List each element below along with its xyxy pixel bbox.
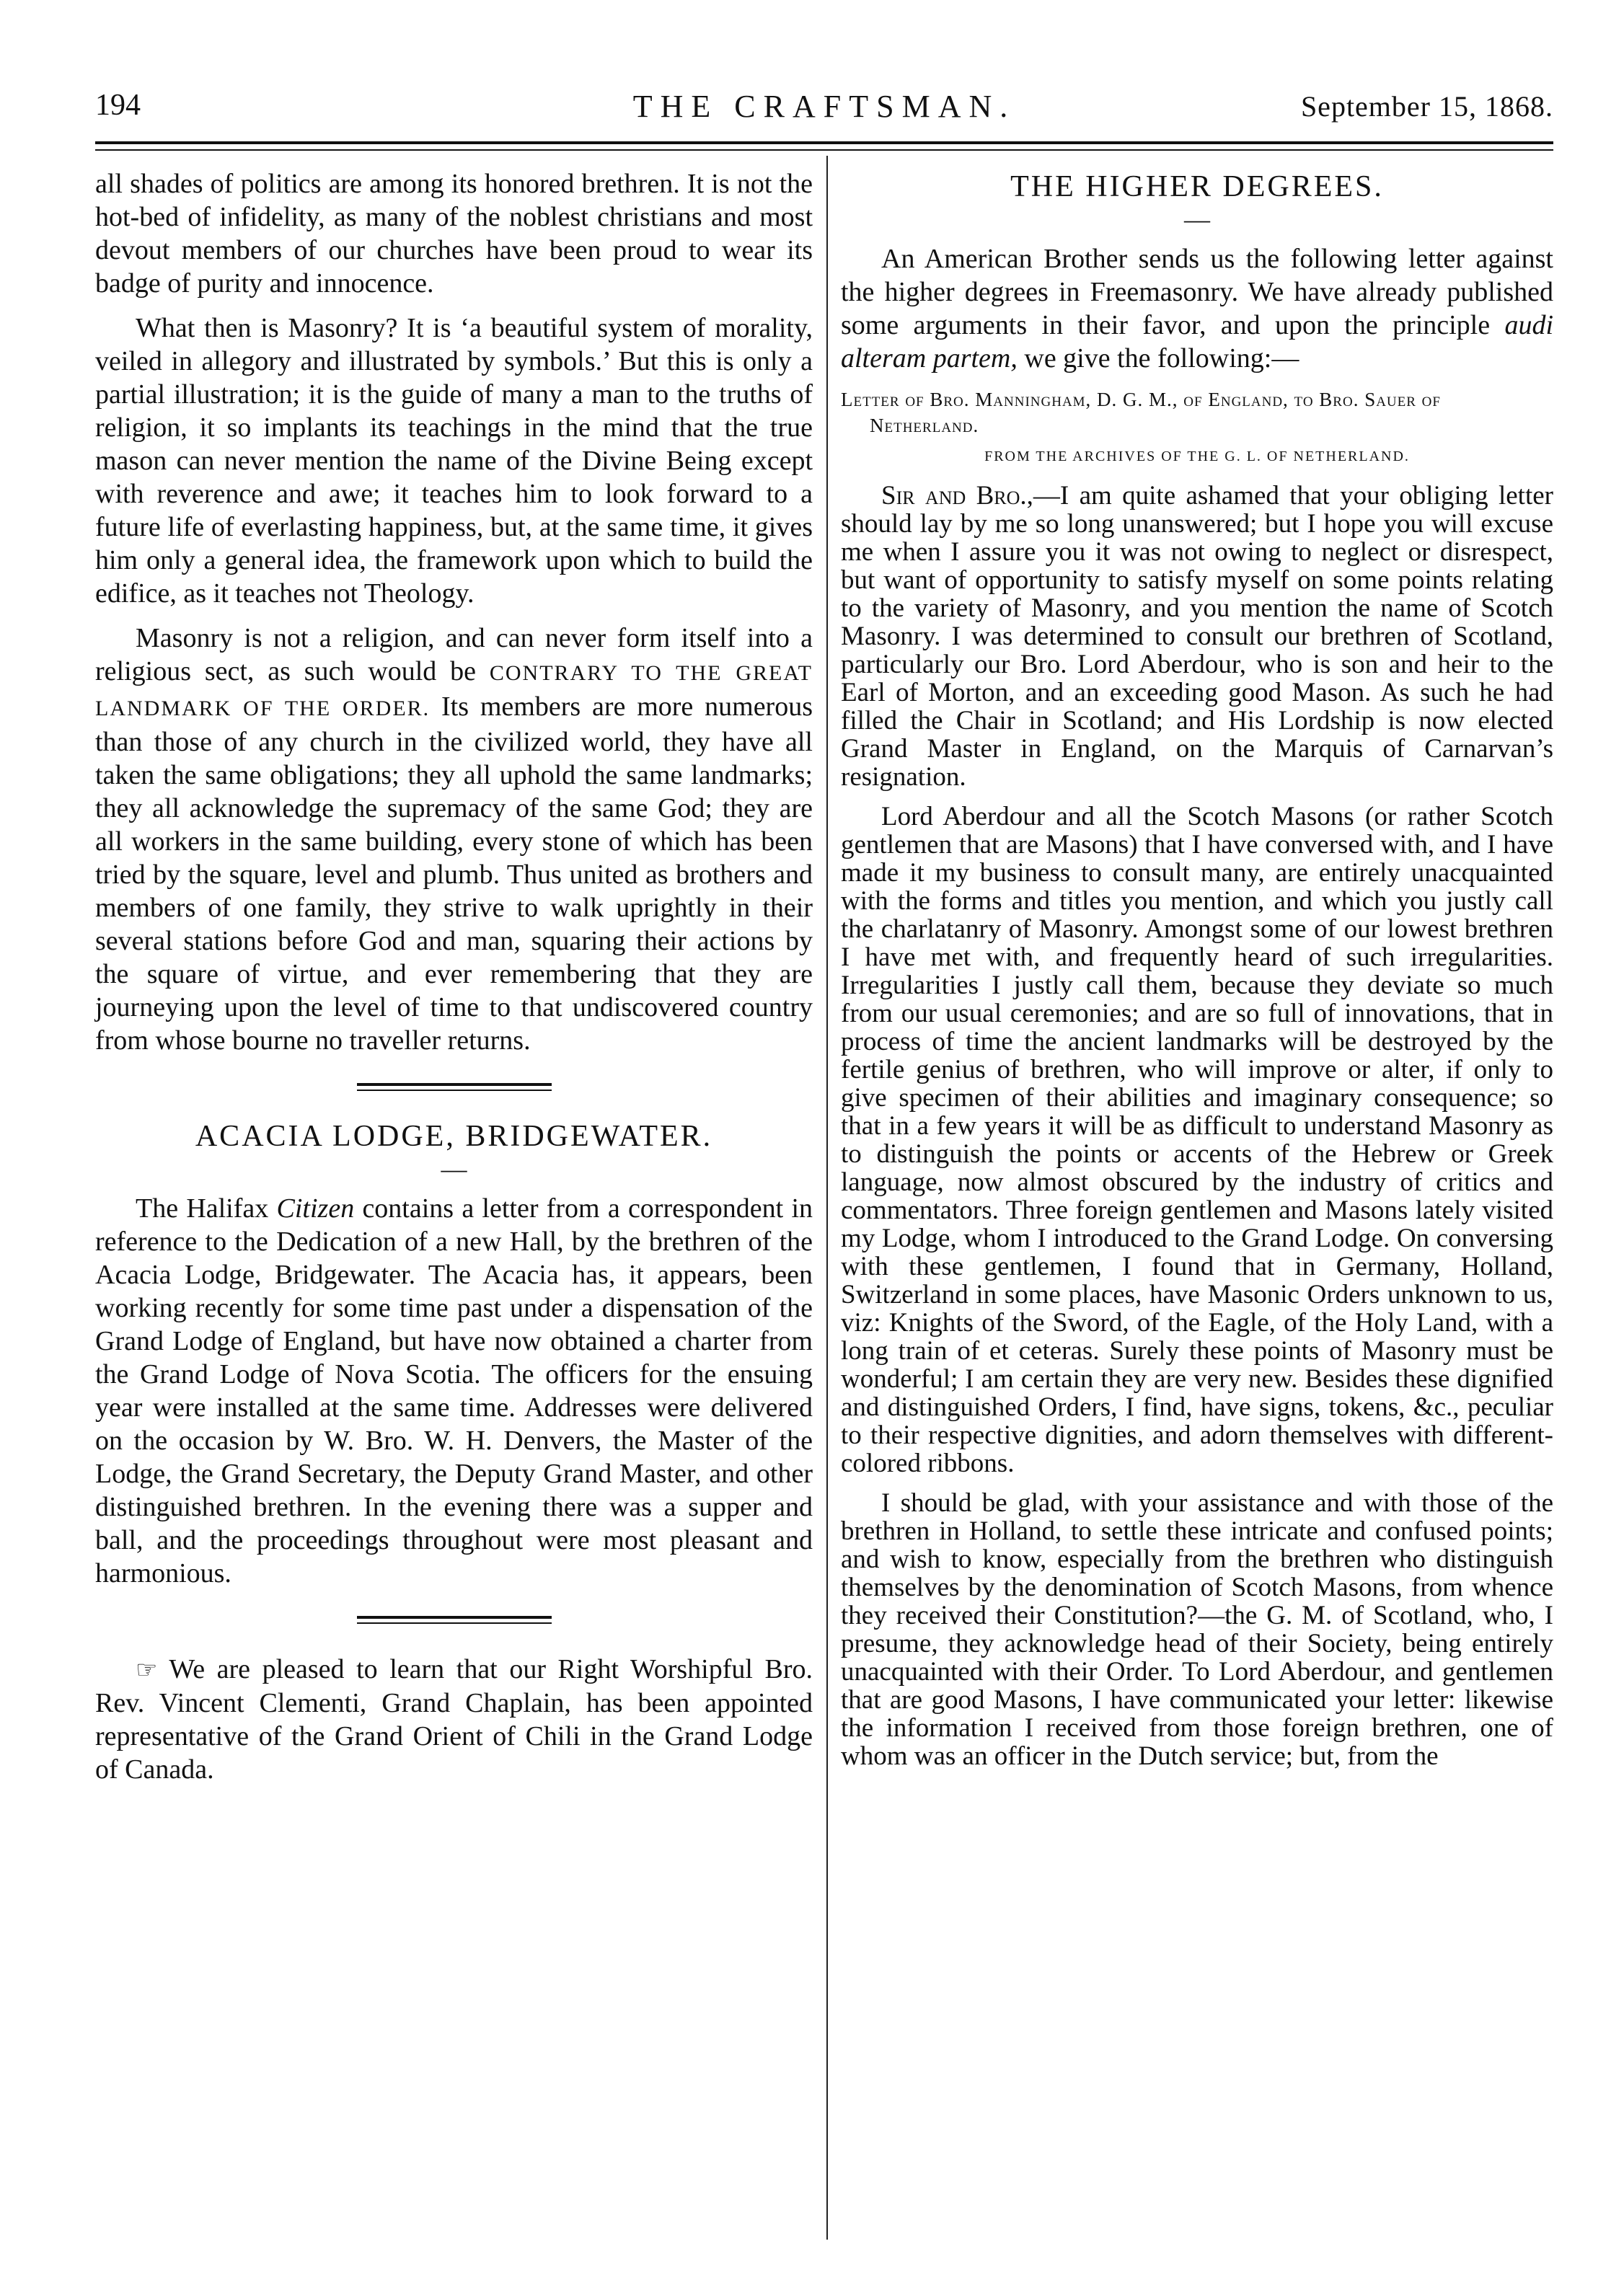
- column-divider: [826, 156, 828, 2240]
- clementi-notice: [95, 1653, 813, 1786]
- right-column: [841, 167, 1553, 1782]
- acacia-start: The Halifax: [136, 1193, 277, 1224]
- left-paragraph-3: [95, 622, 813, 1057]
- letter-paragraph-1: [841, 482, 1553, 791]
- page-header: [95, 88, 1553, 136]
- left-paragraph-3-start: Masonry is not a religion, and can never form itself into a religious sect, as such would be: [95, 623, 813, 686]
- archives-note: FROM THE ARCHIVES OF THE G. L. OF NETHERLAND.: [984, 449, 1410, 464]
- left-column: [95, 167, 813, 1798]
- letter-paragraph-1-text: —I am quite ashamed that your obliging letter should lay by me so long unanswered; but I hope you will excuse me when I assure you it was not owing to neglect or disrespect, but want of opportunity to satisfy myself on some points relating to the variety of Masonry, and you mention the name of Scotch Masonry. I was determined to consult our brethren of Scotland, particularly our Bro. Lord Aberdour, who is son and heir to the Earl of Morton, and an exceeding good Mason. As such he had filled the Chair in Scotland; and His Lordship is now elected Grand Master in England, on the Marquis of Carnarvan’s resignation.: [841, 481, 1553, 792]
- header-rule-thick: [95, 141, 1553, 144]
- intro-start: An American Brother sends us the following letter against the higher degrees in Freemasonry. We have already published some arguments in their favor, and upon the principle: [841, 244, 1553, 340]
- acacia-heading: ACACIA LODGE, BRIDGEWATER.: [195, 1120, 713, 1153]
- acacia-end: contains a letter from a correspondent in reference to the Dedication of a new Hall, by the brethren of the Acacia Lodge, Bridgewater. The Acacia has, it appears, been working recently for some time past under a dispensation of the Grand Lodge of England, but have now obtained a charter from the Grand Lodge of Nova Scotia. The officers for the ensuing year were installed at the same time. Addresses were delivered on the occasion by W. Bro. W. H. Denvers, the Master of the Lodge, the Grand Secretary, the Deputy Grand Master, and other distinguished brethren. In the evening there was a supper and ball, and the proceedings throughout were most pleasant and harmonious.: [95, 1193, 813, 1589]
- intro-end: we give the following:—: [1017, 343, 1299, 374]
- higher-degrees-heading: THE HIGHER DEGREES.: [1010, 170, 1384, 203]
- pointing-hand-icon: ☞: [136, 1656, 158, 1684]
- header-rule-thin: [95, 149, 1553, 151]
- article-separator-2: [357, 1616, 552, 1624]
- landmark-smallcaps: CONTRARY TO THE GREAT LANDMARK OF THE ORDER.: [95, 661, 813, 720]
- acacia-dash: —: [441, 1154, 467, 1183]
- letter-body: [841, 482, 1553, 1770]
- letter-paragraph-2: Lord Aberdour and all the Scotch Masons (or rather Scotch gentlemen that are Masons) that I have conversed with, and I have made it my business to consult many, are entirely unacquainted with the forms and titles you mention, and which you justly call the charlatanry of Masonry. Amongst some of our lowest brethren I have met with, and frequently heard of such irregularities. Irregularities I justly call them, because they deviate so much from our usual ceremonies; and are so full of innovations, that in process of time the ancient landmarks will be destroyed by the fertile genius of brethren, who will improve or alter, if only to give specimen of their abilities and imaginary consequence; so that in a few years it will be as difficult to understand Masonry as to distinguish the points or accents of the Hebrew or Greek language, now almost obscured by the industry of critics and commentators. Three foreign gentlemen and Masons lately visited my Lodge, whom I introduced to the Grand Lodge. On conversing with these gentlemen, I found that in Germany, Holland, Switzerland in some places, have Masonic Orders unknown to us, viz: Knights of the Sword, of the Eagle, of the Holy Land, with a long train of et ceteras. Surely these points of Masonry must be wonderful; I am certain they are very new. Besides these dignified and distinguished Orders, I find, have signs, tokens, &c., peculiar to their respective dignities, and adorn themselves with different-colored ribbons.: [841, 802, 1553, 1478]
- letter-title: Letter of Bro. Manningham, D. G. M., of England, to Bro. Sauer of Netherland.: [841, 389, 1441, 436]
- higher-degrees-dash: —: [1184, 205, 1210, 234]
- issue-date: September 15, 1868.: [1300, 90, 1553, 123]
- citizen-italic: Citizen: [276, 1193, 355, 1224]
- page-number: 194: [95, 89, 141, 122]
- letter-paragraph-3: I should be glad, with your assistance and with those of the brethren in Holland, to settle these intricate and confused points; and wish to know, especially from the brethren who distinguish themselves by the denomination of Scotch Masons, from whence they received their Constitution?—the G. M. of Scotland, who, I presume, they acknowledge head of their Society, being entirely unacquainted with their Order. To Lord Aberdour, and gentlemen that are good Masons, I have communicated your letter: likewise the information I received from those foreign brethren, one of whom was an officer in the Dutch service; but, from the: [841, 1488, 1553, 1771]
- clementi-notice-text: We are pleased to learn that our Right Worshipful Bro. Rev. Vincent Clementi, Grand Chaplain, has been appointed representative of the Grand Orient of Chili in the Grand Lodge of Canada.: [95, 1654, 813, 1785]
- left-paragraph-2: What then is Masonry? It is ‘a beautiful system of morality, veiled in allegory and illustrated by symbols.’ But this is only a partial illustration; it is the guide of many a man to the truths of religion, it so implants its teachings in the mind that the true mason can never mention the name of the Divine Being except with reverence and awe; it teaches him to look forward to a future life of everlasting happiness, but, at the same time, it gives him only a general idea, the framework upon which to build the edifice, as it teaches not Theology.: [95, 313, 813, 609]
- salutation: Sir and Bro.,: [881, 481, 1033, 511]
- masthead: THE CRAFTSMAN.: [632, 89, 1016, 124]
- article-separator: [357, 1083, 552, 1091]
- higher-degrees-intro: [841, 242, 1553, 375]
- left-paragraph-1: all shades of politics are among its honored brethren. It is not the hot-bed of infidelity, as many of the noblest christians and most devout members of our churches have been proud to wear its badge of purity and innocence.: [95, 169, 813, 299]
- left-paragraph-3-end: Its members are more numerous than those of any church in the civilized world, they have all taken the same obligations; they all uphold the same landmarks; they all acknowledge the supremacy of the same God; they are all workers in the same building, every stone of which has been tried by the square, level and plumb. Thus united as brothers and members of one family, they strive to walk uprightly in their several stations before God and man, squaring their actions by the square of virtue, and ever remembering that they are journeying upon the level of time to that undiscovered country from whose bourne no traveller returns.: [95, 691, 813, 1056]
- audi-alteram-italic: audi alteram partem,: [841, 310, 1553, 374]
- acacia-paragraph: [95, 1192, 813, 1590]
